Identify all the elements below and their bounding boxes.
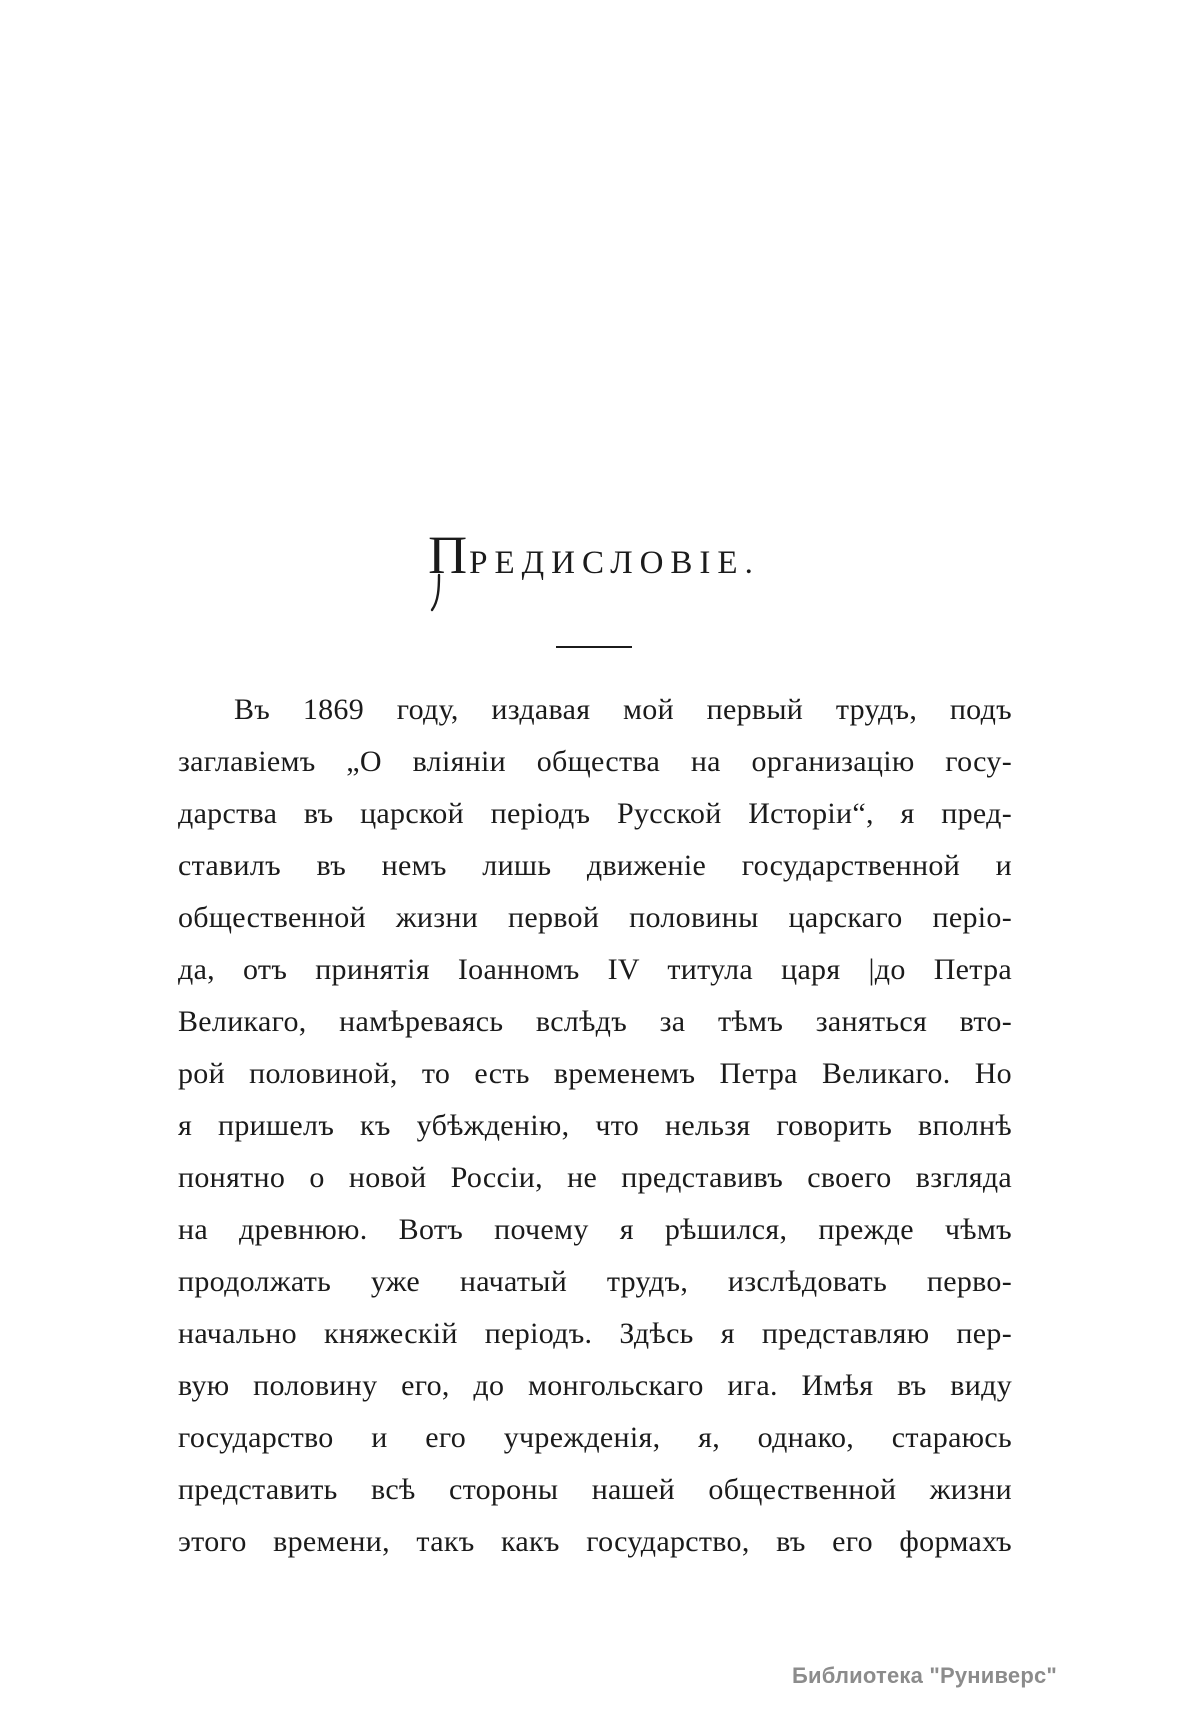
preface-paragraph	[178, 684, 1012, 1568]
title-rest-text: РЕДИСЛОВІЕ.	[469, 545, 760, 581]
text-line: Великаго, намѣреваясь вслѣдъ за тѣмъ заняться вто-	[178, 1005, 1012, 1038]
text-line: я пришелъ къ убѣжденію, что нельзя говорить вполнѣ	[178, 1109, 1012, 1142]
text-line: государство и его учрежденія, я, однако, стараюсь	[178, 1421, 1012, 1454]
title-initial-letter	[428, 525, 470, 585]
section-divider-rule	[556, 646, 632, 648]
text-line: да, отъ принятія Іоанномъ IV титула царя |до Петра	[178, 953, 1012, 986]
text-line: представить всѣ стороны нашей общественной жизни	[178, 1473, 1012, 1506]
title-initial-glyph: П	[428, 525, 470, 585]
text-line: понятно о новой Россіи, не представивъ своего взгляда	[178, 1161, 1012, 1194]
initial-letter-flourish-icon	[431, 575, 445, 613]
text-line: вую половину его, до монгольскаго ига. Имѣя въ виду	[178, 1369, 1012, 1402]
text-line: продолжать уже начатый трудъ, изслѣдовать перво-	[178, 1265, 1012, 1298]
text-line: рой половиной, то есть временемъ Петра Великаго. Но	[178, 1057, 1012, 1090]
text-line: этого времени, такъ какъ государство, въ его формахъ	[178, 1525, 1012, 1558]
text-line: на древнюю. Вотъ почему я рѣшился, прежде чѣмъ	[178, 1213, 1012, 1246]
text-line: заглавіемъ „О вліяніи общества на организацію госу-	[178, 745, 1012, 778]
text-line: дарства въ царской періодъ Русской Исторіи“, я пред-	[178, 797, 1012, 830]
runivers-library-watermark: Библиотека "Руниверс"	[792, 1663, 1058, 1688]
page-title	[0, 525, 1188, 585]
text-line: общественной жизни первой половины царскаго періо-	[178, 901, 1012, 934]
text-line: ставилъ въ немъ лишь движеніе государственной и	[178, 849, 1012, 882]
text-line: Въ 1869 году, издавая мой первый трудъ, подъ	[234, 693, 1012, 726]
text-line: начально княжескій періодъ. Здѣсь я представляю пер-	[178, 1317, 1012, 1350]
